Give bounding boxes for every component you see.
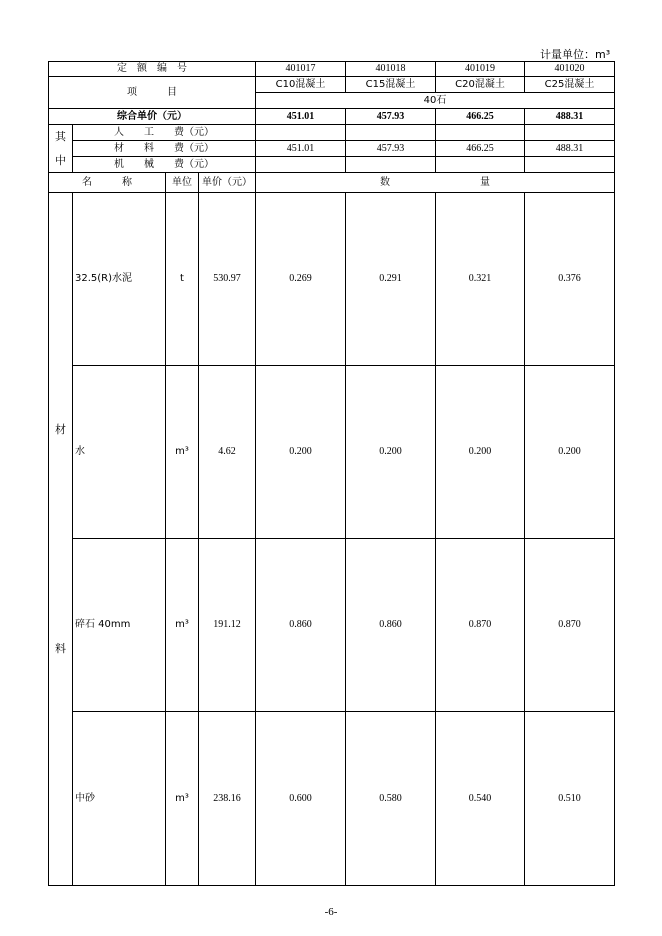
concrete-grade: C10混凝土 [256,77,346,93]
material-qty: 0.870 [525,539,615,712]
cost-value [346,125,436,141]
material-name: 碎石 40mm [73,539,166,712]
material-label [49,193,73,886]
material-qty: 0.200 [346,366,436,539]
material-row [49,539,615,712]
composite-price: 488.31 [525,109,615,125]
material-qty: 0.600 [256,712,346,886]
cost-label: 机 械 费（元） [73,157,256,173]
of-which-label [49,125,73,173]
unit-note: 计量单位：m³ [540,48,611,61]
composite-price: 466.25 [436,109,525,125]
material-price: 530.97 [199,193,256,366]
cost-value [436,125,525,141]
quota-code: 401017 [256,62,346,77]
material-price: 238.16 [199,712,256,886]
concrete-grade: C25混凝土 [525,77,615,93]
cost-value [436,157,525,173]
item-row [49,77,615,93]
material-price: 4.62 [199,366,256,539]
material-unit: m³ [166,366,199,539]
cost-value [256,125,346,141]
quantity-header: 数 量 [256,173,615,193]
quota-code: 401019 [436,62,525,77]
labor-cost-row [49,125,615,141]
material-name: 中砂 [73,712,166,886]
quota-code: 401018 [346,62,436,77]
cost-value: 488.31 [525,141,615,157]
material-qty: 0.200 [256,366,346,539]
material-name: 水 [73,366,166,539]
cost-value [525,125,615,141]
material-unit: m³ [166,539,199,712]
quota-table [48,61,615,886]
quota-code-row [49,62,615,77]
column-header-row [49,173,615,193]
material-price: 191.12 [199,539,256,712]
material-qty: 0.376 [525,193,615,366]
cost-value: 466.25 [436,141,525,157]
material-char: 料 [55,642,66,655]
cost-value [256,157,346,173]
quota-code: 401020 [525,62,615,77]
material-qty: 0.540 [436,712,525,886]
material-qty: 0.510 [525,712,615,886]
material-qty: 0.580 [346,712,436,886]
material-cost-row [49,141,615,157]
material-name: 32.5(R)水泥 [73,193,166,366]
material-qty: 0.321 [436,193,525,366]
name-header: 名 称 [49,173,166,193]
material-row [49,366,615,539]
quota-no-label: 定 额 编 号 [49,62,256,77]
unit-header: 单位 [166,173,199,193]
composite-price-row [49,109,615,125]
material-char: 材 [55,423,66,436]
composite-price: 451.01 [256,109,346,125]
material-row [49,193,615,366]
item-label: 项 目 [49,77,256,109]
material-row [49,712,615,886]
page-number: -6- [324,906,338,918]
material-qty: 0.200 [525,366,615,539]
material-qty: 0.291 [346,193,436,366]
material-unit: t [166,193,199,366]
material-unit: m³ [166,712,199,886]
material-qty: 0.269 [256,193,346,366]
of-which-char: 中 [55,153,66,167]
material-qty: 0.870 [436,539,525,712]
machine-cost-row [49,157,615,173]
cost-label: 材 料 费（元） [73,141,256,157]
concrete-grade: C20混凝土 [436,77,525,93]
composite-price: 457.93 [346,109,436,125]
material-qty: 0.200 [436,366,525,539]
material-qty: 0.860 [346,539,436,712]
price-header: 单价（元） [199,173,256,193]
stone-size: 40石 [256,93,615,109]
of-which-char: 其 [55,129,66,143]
cost-label: 人 工 费（元） [73,125,256,141]
composite-price-label: 综合单价（元） [49,109,256,125]
cost-value: 451.01 [256,141,346,157]
material-qty: 0.860 [256,539,346,712]
cost-value [346,157,436,173]
cost-value: 457.93 [346,141,436,157]
concrete-grade: C15混凝土 [346,77,436,93]
cost-value [525,157,615,173]
